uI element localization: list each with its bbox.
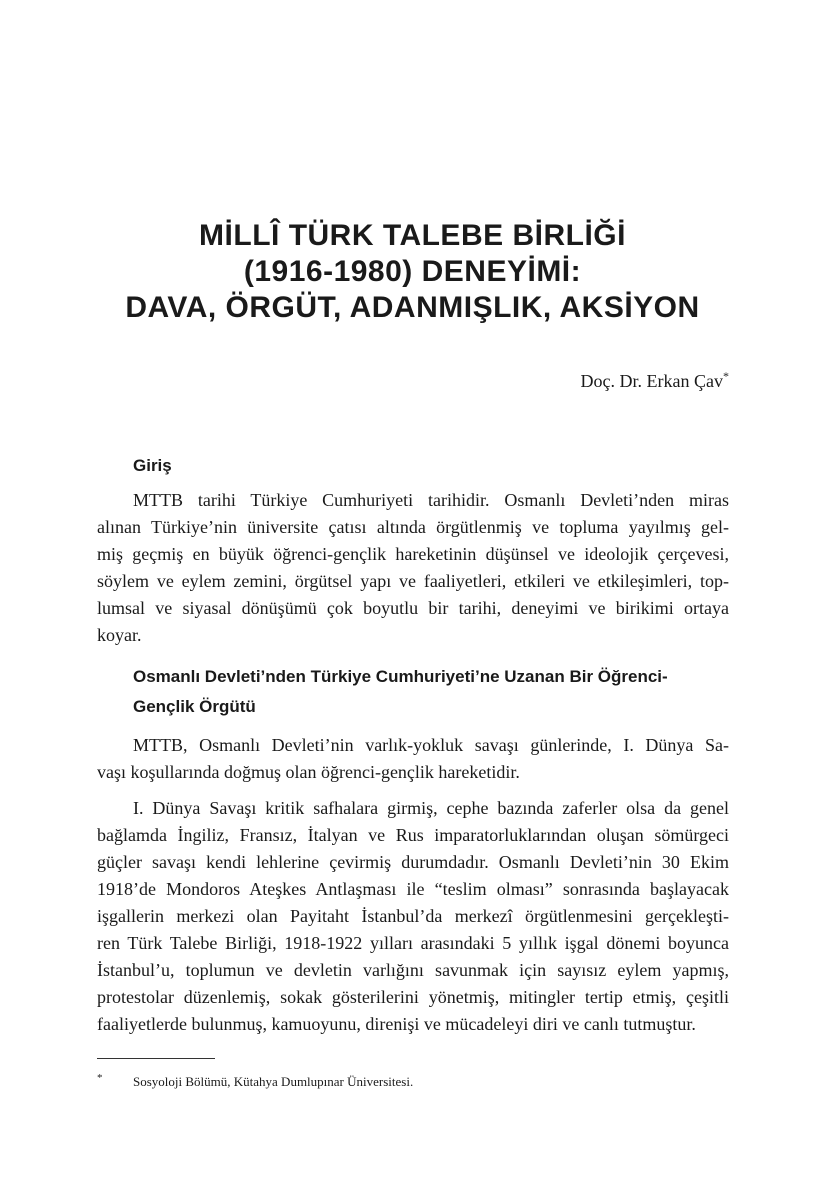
paragraph-line: alınan Türkiye’nin üniversite çatısı altında örgütlenmiş ve topluma yayılmış gel- bbox=[97, 517, 729, 537]
paragraph-line: İstanbul’u, toplumun ve devletin varlığını savunmak için sayısız eylem yapmış, bbox=[97, 960, 729, 980]
section-heading-giris bbox=[133, 451, 733, 481]
paragraph-line: 1918’de Mondoros Ateşkes Antlaşması ile “teslim olması” sonrasında başlayacak bbox=[97, 879, 729, 899]
paragraph-line: I. Dünya Savaşı kritik safhalara girmiş, cephe bazında zaferler olsa da genel bbox=[133, 798, 729, 818]
paragraph-line: ren Türk Talebe Birliği, 1918-1922 yılları arasındaki 5 yıllık işgal dönemi boyunca bbox=[97, 933, 729, 953]
paragraph-giris bbox=[97, 487, 729, 649]
section-heading-line: Osmanlı Devleti’nden Türkiye Cumhuriyeti’ne Uzanan Bir Öğrenci- bbox=[133, 667, 668, 686]
section-heading-line: Giriş bbox=[133, 456, 172, 475]
paragraph-line: bağlamda İngiliz, Fransız, İtalyan ve Rus imparatorluklarından oluşan sömürgeci bbox=[97, 825, 729, 845]
section-heading-line: Gençlik Örgütü bbox=[133, 697, 256, 716]
paragraph-line: güçler savaşı kendi lehlerine çevirmiş durumdadır. Osmanlı Devleti’nin 30 Ekim bbox=[97, 852, 729, 872]
chapter-title-line-2: (1916-1980) DENEYİMİ: bbox=[243, 255, 582, 288]
footnote-text: Sosyoloji Bölümü, Kütahya Dumlupınar Üniversitesi. bbox=[133, 1074, 414, 1089]
paragraph-line: MTTB, Osmanlı Devleti’nin varlık-yokluk savaşı günlerinde, I. Dünya Sa- bbox=[133, 735, 729, 755]
paragraph-line: vaşı koşullarında doğmuş olan öğrenci-gençlik hareketidir. bbox=[97, 762, 520, 782]
author-name: Doç. Dr. Erkan Çav bbox=[580, 371, 723, 391]
paragraph-line: MTTB tarihi Türkiye Cumhuriyeti tarihidir. Osmanlı Devleti’nden miras bbox=[133, 490, 729, 510]
author-line bbox=[581, 370, 729, 392]
author-footnote-mark: * bbox=[723, 369, 729, 383]
paragraph-line: miş geçmiş en büyük öğrenci-gençlik hareketinin düşünsel ve ideolojik çerçevesi, bbox=[97, 544, 729, 564]
paragraph-line: koyar. bbox=[97, 625, 142, 645]
paragraph-dunya-savasi bbox=[97, 795, 729, 1038]
chapter-title-line-1: MİLLÎ TÜRK TALEBE BİRLİĞİ bbox=[199, 219, 626, 252]
paragraph-line: faaliyetlerde bulunmuş, kamuoyunu, direnişi ve mücadeleyi diri ve canlı tutmuştur. bbox=[97, 1014, 696, 1034]
chapter-title bbox=[0, 218, 825, 326]
paragraph-line: işgallerin merkezi olan Payitaht İstanbul’da merkezî örgütlenmesini gerçekleşti- bbox=[97, 906, 729, 926]
section-heading-ogrenci-genclik-orgutu bbox=[133, 662, 733, 722]
paragraph-line: söylem ve eylem zemini, örgütsel yapı ve faaliyetleri, etkileri ve etkileşimleri, top- bbox=[97, 571, 729, 591]
footnote-mark: * bbox=[97, 1072, 103, 1084]
footnote-divider bbox=[97, 1058, 215, 1059]
chapter-title-line-3: DAVA, ÖRGÜT, ADANMIŞLIK, AKSİYON bbox=[125, 291, 700, 324]
paragraph-mttb-intro bbox=[97, 732, 729, 786]
paragraph-line: protestolar düzenlemiş, sokak gösterilerini yönetmiş, mitingler tertip etmiş, çeşitli bbox=[97, 987, 729, 1007]
paragraph-line: lumsal ve siyasal dönüşümü çok boyutlu bir tarihi, deneyimi ve birikimi ortaya bbox=[97, 598, 729, 618]
